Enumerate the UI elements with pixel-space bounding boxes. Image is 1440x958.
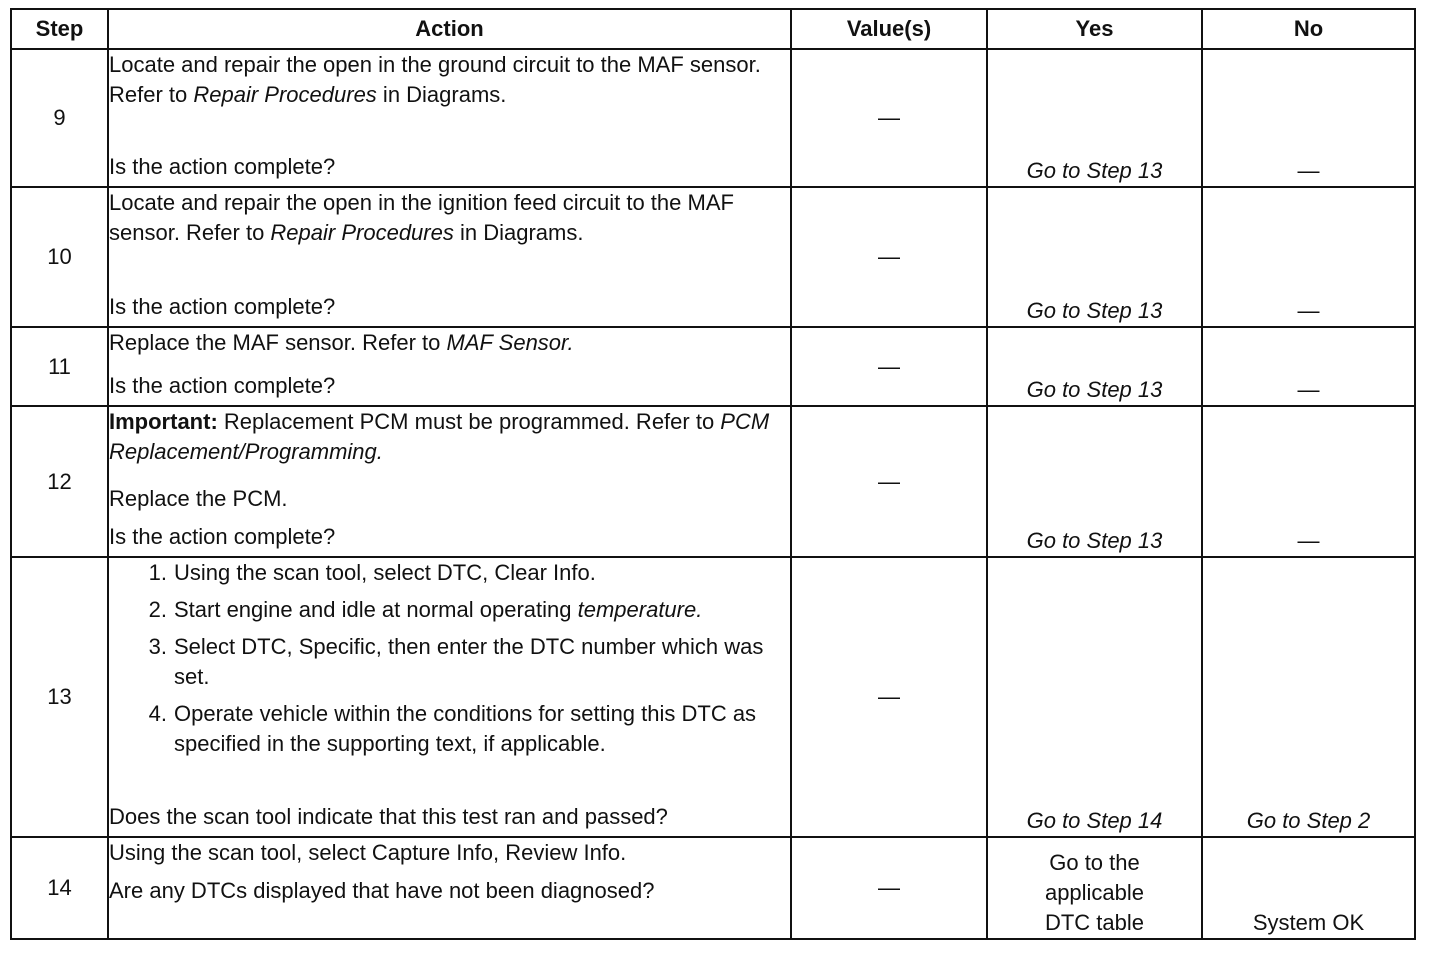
table-row bbox=[11, 187, 1415, 327]
action-question: Is the action complete? bbox=[109, 154, 336, 179]
action-text: Important: Replacement PCM must be programmed. Refer to PCM Replacement/Programming. bbox=[109, 409, 770, 464]
header-step: Step bbox=[11, 9, 108, 49]
step-number: 9 bbox=[11, 49, 108, 187]
header-row bbox=[11, 9, 1415, 49]
action-text: Locate and repair the open in the ground circuit to the MAF sensor. Refer to Repair Procedures in Diagrams. bbox=[109, 52, 761, 107]
value-cell: — bbox=[791, 327, 987, 406]
step-number: 13 bbox=[11, 557, 108, 837]
no-cell: — bbox=[1202, 406, 1415, 557]
action-question: Does the scan tool indicate that this test ran and passed? bbox=[109, 804, 668, 829]
step-number: 10 bbox=[11, 187, 108, 327]
value-cell: — bbox=[791, 49, 987, 187]
reference-link-text: MAF Sensor. bbox=[446, 330, 574, 355]
value-cell: — bbox=[791, 406, 987, 557]
action-question: Is the action complete? bbox=[109, 524, 336, 549]
action-text: Locate and repair the open in the ignition feed circuit to the MAF sensor. Refer to Repair Procedures in Diagrams. bbox=[109, 190, 734, 245]
list-item: 2. Start engine and idle at normal operating temperature. bbox=[148, 597, 703, 622]
no-cell: — bbox=[1202, 187, 1415, 327]
header-yes: Yes bbox=[987, 9, 1202, 49]
yes-cell bbox=[987, 837, 1202, 939]
list-item: 4. Operate vehicle within the conditions for setting this DTC as specified in the supporting text, if applicable. bbox=[148, 701, 757, 756]
important-label: Important: bbox=[109, 409, 218, 434]
yes-cell: Go to Step 14 bbox=[987, 557, 1202, 837]
action-cell bbox=[108, 49, 791, 187]
table-row bbox=[11, 837, 1415, 939]
yes-line: applicable bbox=[1044, 880, 1145, 905]
list-item: 1. Using the scan tool, select DTC, Clear Info. bbox=[148, 560, 596, 585]
action-question: Are any DTCs displayed that have not been diagnosed? bbox=[109, 878, 655, 903]
value-cell: — bbox=[791, 187, 987, 327]
action-question: Is the action complete? bbox=[109, 373, 336, 398]
step-number: 12 bbox=[11, 406, 108, 557]
action-text: Replace the MAF sensor. Refer to MAF Sensor. bbox=[109, 330, 574, 355]
header-values: Value(s) bbox=[791, 9, 987, 49]
diagnostic-table bbox=[10, 8, 1416, 940]
step-number: 11 bbox=[11, 327, 108, 406]
action-instruction: Replace the PCM. bbox=[109, 486, 288, 511]
value-cell: — bbox=[791, 837, 987, 939]
table-row bbox=[11, 406, 1415, 557]
table-row bbox=[11, 49, 1415, 187]
no-cell: — bbox=[1202, 49, 1415, 187]
reference-link-text: Repair Procedures bbox=[193, 82, 377, 107]
list-item: 3. Select DTC, Specific, then enter the DTC number which was set. bbox=[148, 634, 764, 689]
action-cell bbox=[108, 557, 791, 837]
procedure-list bbox=[109, 558, 790, 759]
step-number: 14 bbox=[11, 837, 108, 939]
header-no: No bbox=[1202, 9, 1415, 49]
yes-cell: Go to Step 13 bbox=[987, 187, 1202, 327]
action-cell bbox=[108, 187, 791, 327]
table-row bbox=[11, 327, 1415, 406]
action-cell bbox=[108, 837, 791, 939]
action-cell bbox=[108, 406, 791, 557]
action-cell bbox=[108, 327, 791, 406]
action-question: Is the action complete? bbox=[109, 294, 336, 319]
yes-line: Go to the bbox=[1049, 850, 1140, 875]
yes-cell: Go to Step 13 bbox=[987, 49, 1202, 187]
table-row bbox=[11, 557, 1415, 837]
no-cell: — bbox=[1202, 327, 1415, 406]
no-cell: System OK bbox=[1202, 837, 1415, 939]
action-instruction: Using the scan tool, select Capture Info, Review Info. bbox=[109, 840, 627, 865]
no-cell: Go to Step 2 bbox=[1202, 557, 1415, 837]
yes-cell: Go to Step 13 bbox=[987, 327, 1202, 406]
yes-line: DTC table bbox=[1044, 910, 1145, 935]
yes-cell: Go to Step 13 bbox=[987, 406, 1202, 557]
value-cell: — bbox=[791, 557, 987, 837]
reference-link-text: PCM Replacement/Programming. bbox=[109, 409, 770, 464]
reference-link-text: Repair Procedures bbox=[270, 220, 454, 245]
header-action: Action bbox=[108, 9, 791, 49]
